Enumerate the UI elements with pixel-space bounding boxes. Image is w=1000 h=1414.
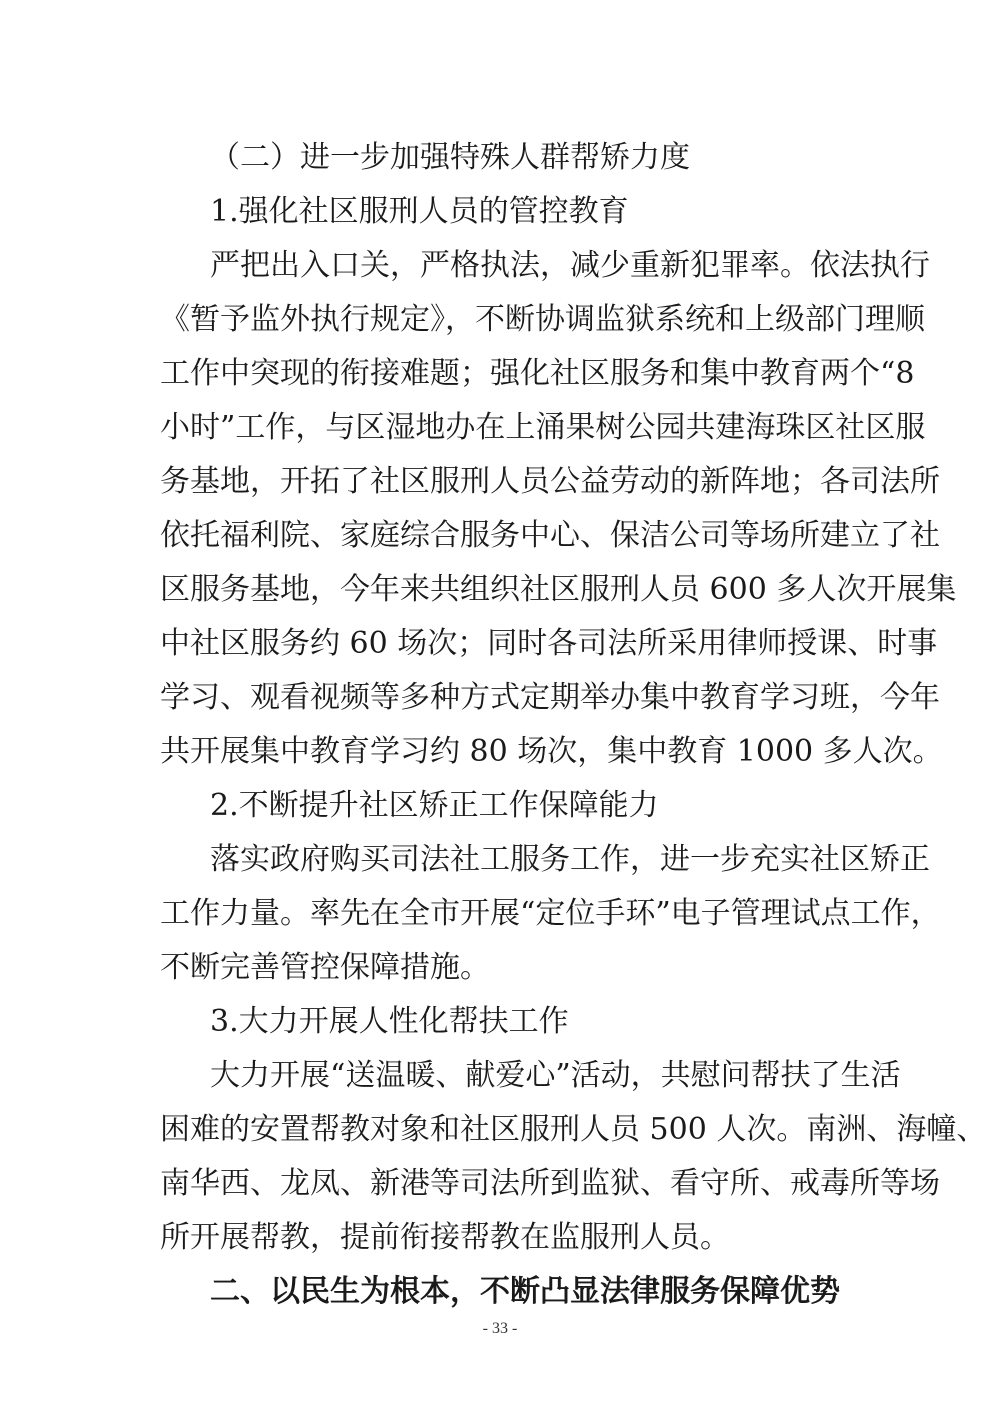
paragraph-line: 依托福利院、家庭综合服务中心、保洁公司等场所建立了社 [160,518,940,553]
paragraph-line: 工作中突现的衔接难题；强化社区服务和集中教育两个“8 [160,356,915,391]
paragraph-line: 《暂予监外执行规定》，不断协调监狱系统和上级部门理顺 [160,302,925,337]
paragraph-line: 务基地，开拓了社区服刑人员公益劳动的新阵地；各司法所 [160,464,940,499]
paragraph-line: 共开展集中教育学习约 80 场次，集中教育 1000 多人次。 [160,734,943,769]
paragraph-line: 不断完善管控保障措施。 [160,950,490,985]
page-number: - 33 - [482,1320,518,1337]
paragraph-line: 所开展帮教，提前衔接帮教在监服刑人员。 [160,1220,730,1255]
paragraph-line: 中社区服务约 60 场次；同时各司法所采用律师授课、时事 [160,626,938,661]
section-heading: （二）进一步加强特殊人群帮矫力度 [210,140,690,175]
paragraph-line: 学习、观看视频等多种方式定期举办集中教育学习班，今年 [160,680,940,715]
subsection-title-1: 1.强化社区服刑人员的管控教育 [210,194,629,229]
paragraph-line: 严把出入口关，严格执法，减少重新犯罪率。依法执行 [210,248,930,283]
paragraph-line: 南华西、龙凤、新港等司法所到监狱、看守所、戒毒所等场 [160,1166,940,1201]
subsection-title-2: 2.不断提升社区矫正工作保障能力 [210,788,659,823]
paragraph-line: 大力开展“送温暖、献爱心”活动，共慰问帮扶了生活 [210,1058,901,1093]
paragraph-line: 小时”工作，与区湿地办在上涌果树公园共建海珠区社区服 [160,410,926,445]
paragraph-line: 区服务基地，今年来共组织社区服刑人员 600 多人次开展集 [160,572,957,607]
paragraph-line: 困难的安置帮教对象和社区服刑人员 500 人次。南洲、海幢、 [160,1112,987,1147]
paragraph-line: 落实政府购买司法社工服务工作，进一步充实社区矫正 [210,842,930,877]
paragraph-line: 工作力量。率先在全市开展“定位手环”电子管理试点工作， [160,896,941,931]
part-heading: 二、以民生为根本，不断凸显法律服务保障优势 [210,1274,840,1309]
subsection-title-3: 3.大力开展人性化帮扶工作 [210,1004,569,1039]
